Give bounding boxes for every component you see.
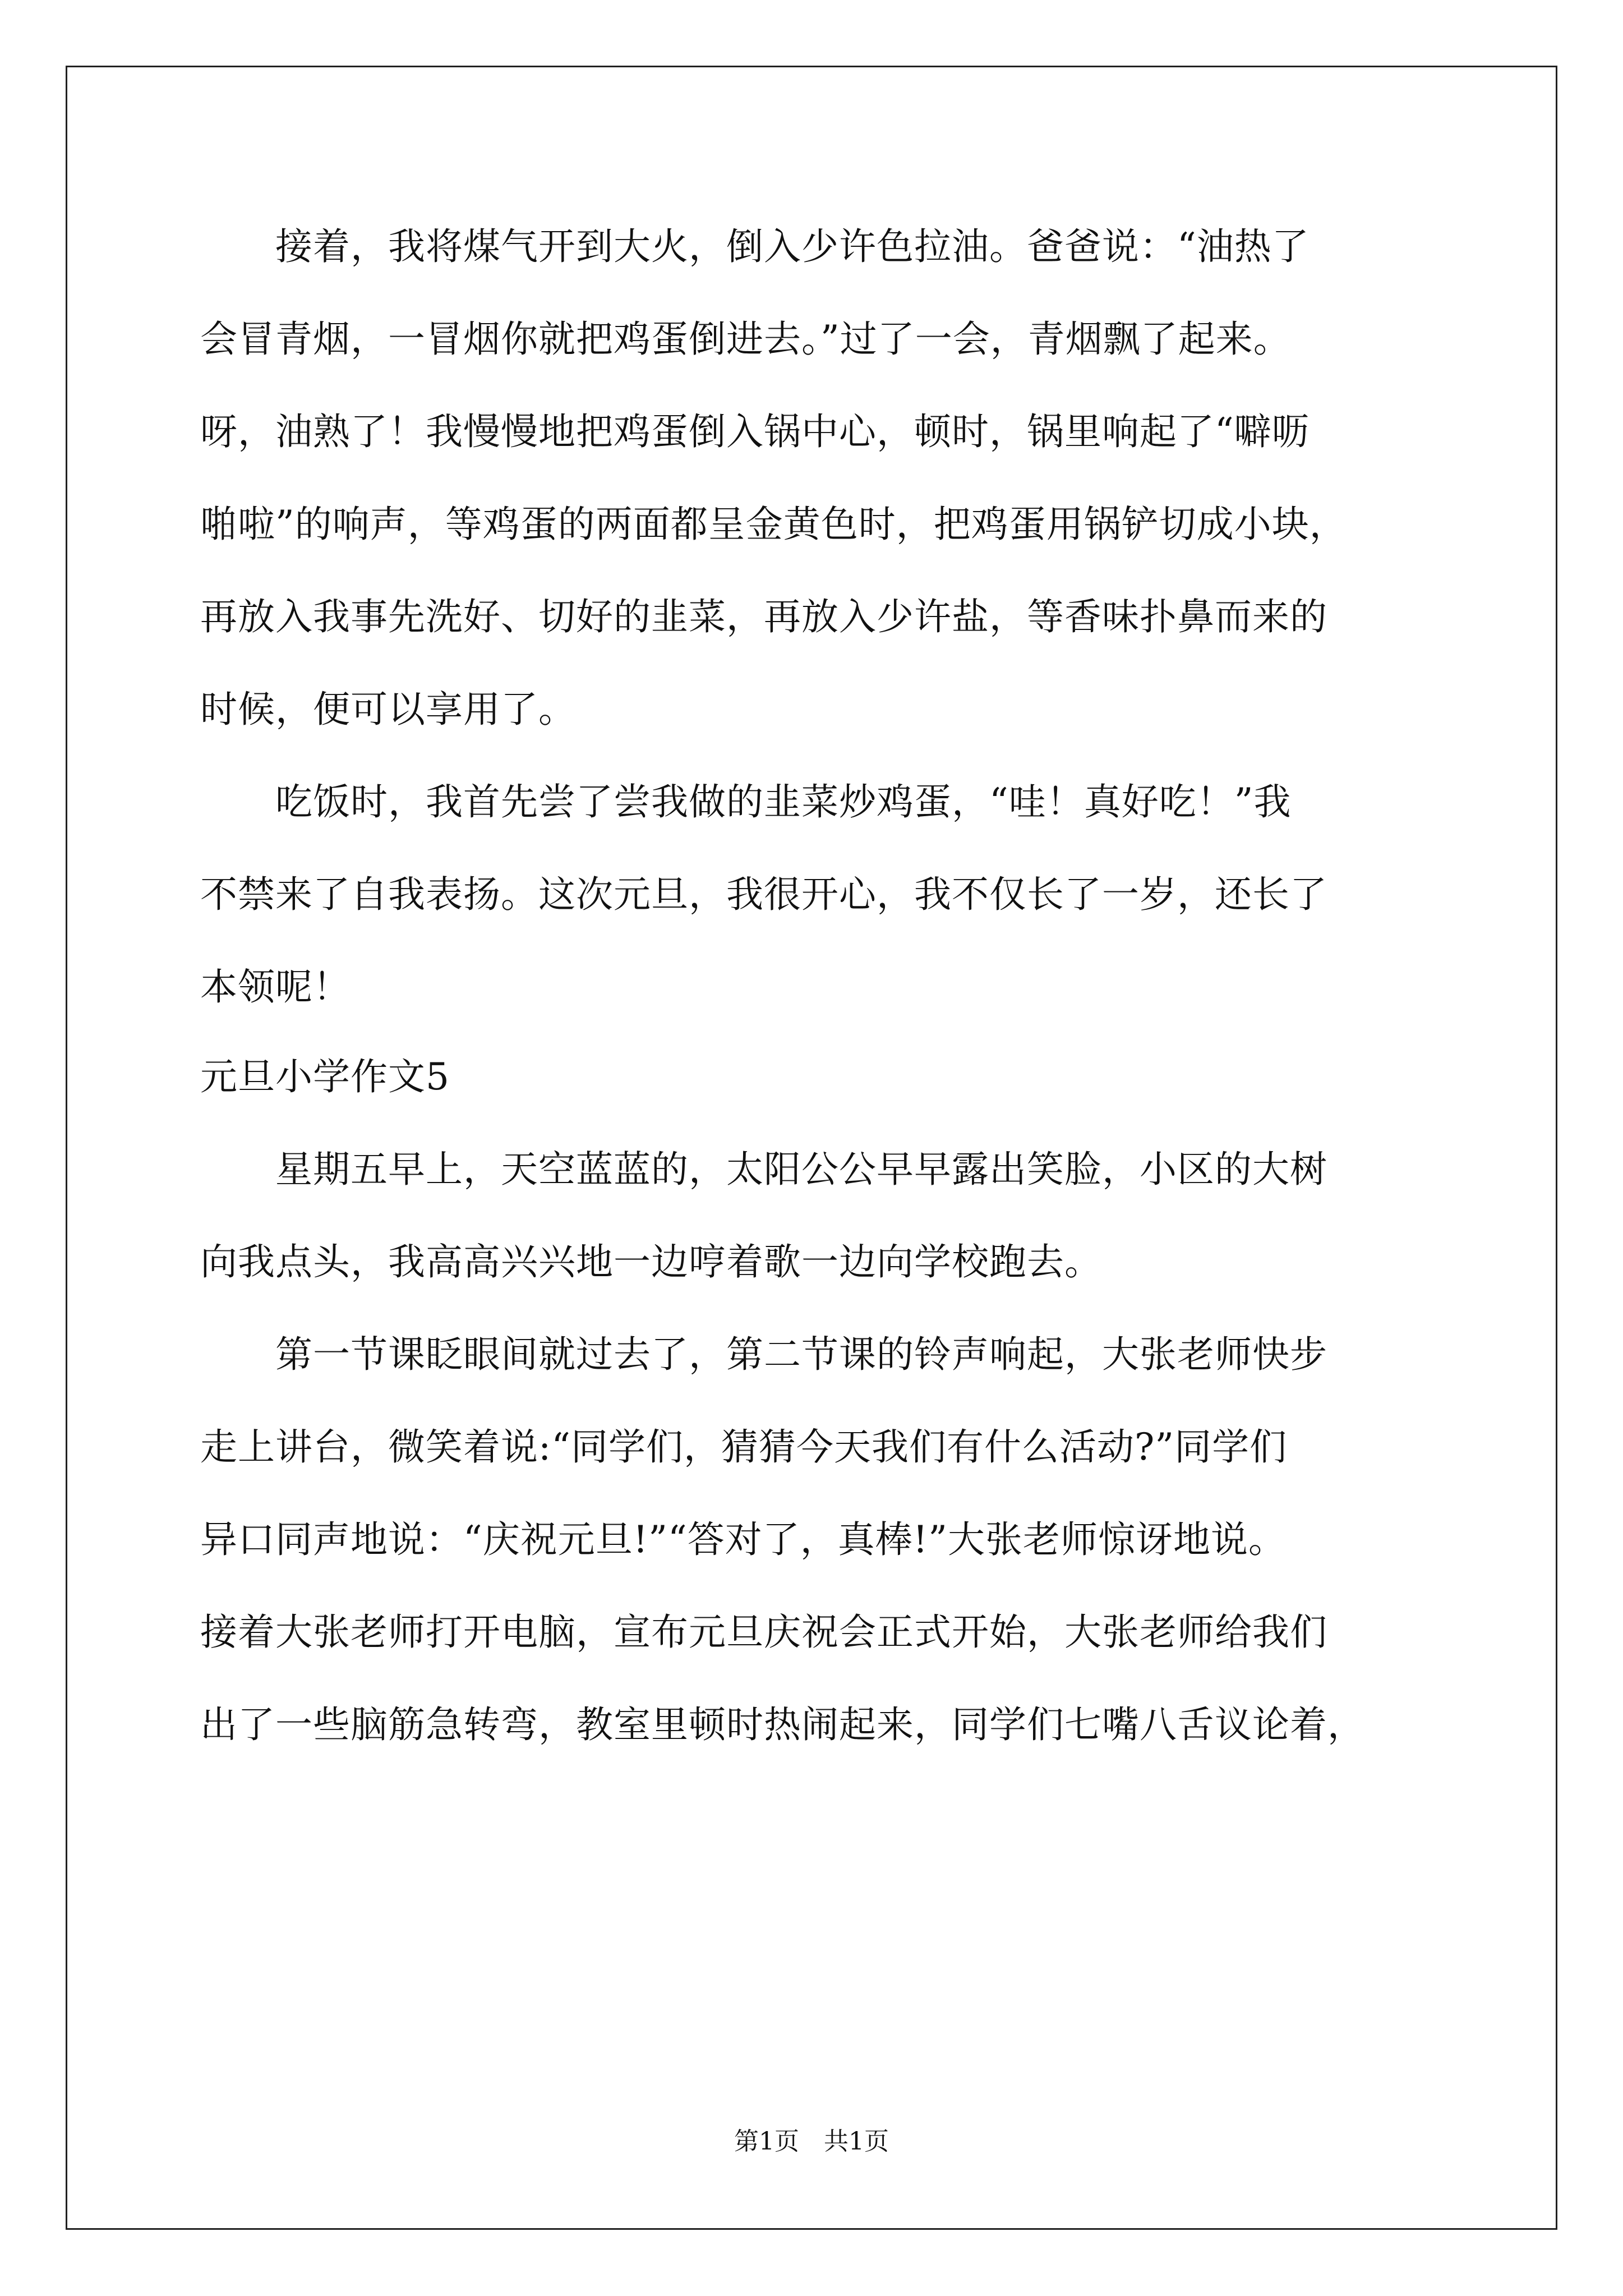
text-line: 再放入我事先洗好、切好的韭菜，再放入少许盐，等香味扑鼻而来的 [200,595,1327,638]
text-line: 接着，我将煤气开到大火，倒入少许色拉油。爸爸说：“油热了 [200,225,1310,268]
text-line: 走上讲台，微笑着说:“同学们，猜猜今天我们有什么活动?”同学们 [200,1425,1288,1469]
section-heading: 元旦小学作文5 [200,1055,450,1098]
text-line: 呀，油熟了！我慢慢地把鸡蛋倒入锅中心，顿时，锅里响起了“噼呖 [200,410,1310,453]
text-line: 啪啦”的响声，等鸡蛋的两面都呈金黄色时，把鸡蛋用锅铲切成小块， [200,503,1347,546]
text-line: 不禁来了自我表扬。这次元旦，我很开心，我不仅长了一岁，还长了 [200,873,1327,916]
text-line: 接着大张老师打开电脑，宣布元旦庆祝会正式开始，大张老师给我们 [200,1611,1327,1654]
text-line: 第一节课眨眼间就过去了，第二节课的铃声响起，大张老师快步 [200,1333,1327,1376]
text-line: 星期五早上，天空蓝蓝的，太阳公公早早露出笑脸，小区的大树 [200,1148,1327,1191]
text-line: 时候，便可以享用了。 [200,688,576,731]
text-line: 本领呢！ [200,965,351,1009]
text-line: 向我点头，我高高兴兴地一边哼着歌一边向学校跑去。 [200,1240,1102,1283]
text-line: 出了一些脑筋急转弯，教室里顿时热闹起来，同学们七嘴八舌议论着， [200,1703,1365,1746]
text-line: 异口同声地说：“庆祝元旦!”“答对了，真棒!”大张老师惊讶地说。 [200,1518,1287,1561]
page-footer: 第1页 共1页 [734,2127,889,2156]
text-line: 会冒青烟，一冒烟你就把鸡蛋倒进去。”过了一会，青烟飘了起来。 [200,318,1291,361]
text-line: 吃饭时，我首先尝了尝我做的韭菜炒鸡蛋，“哇！真好吃！”我 [200,780,1292,823]
